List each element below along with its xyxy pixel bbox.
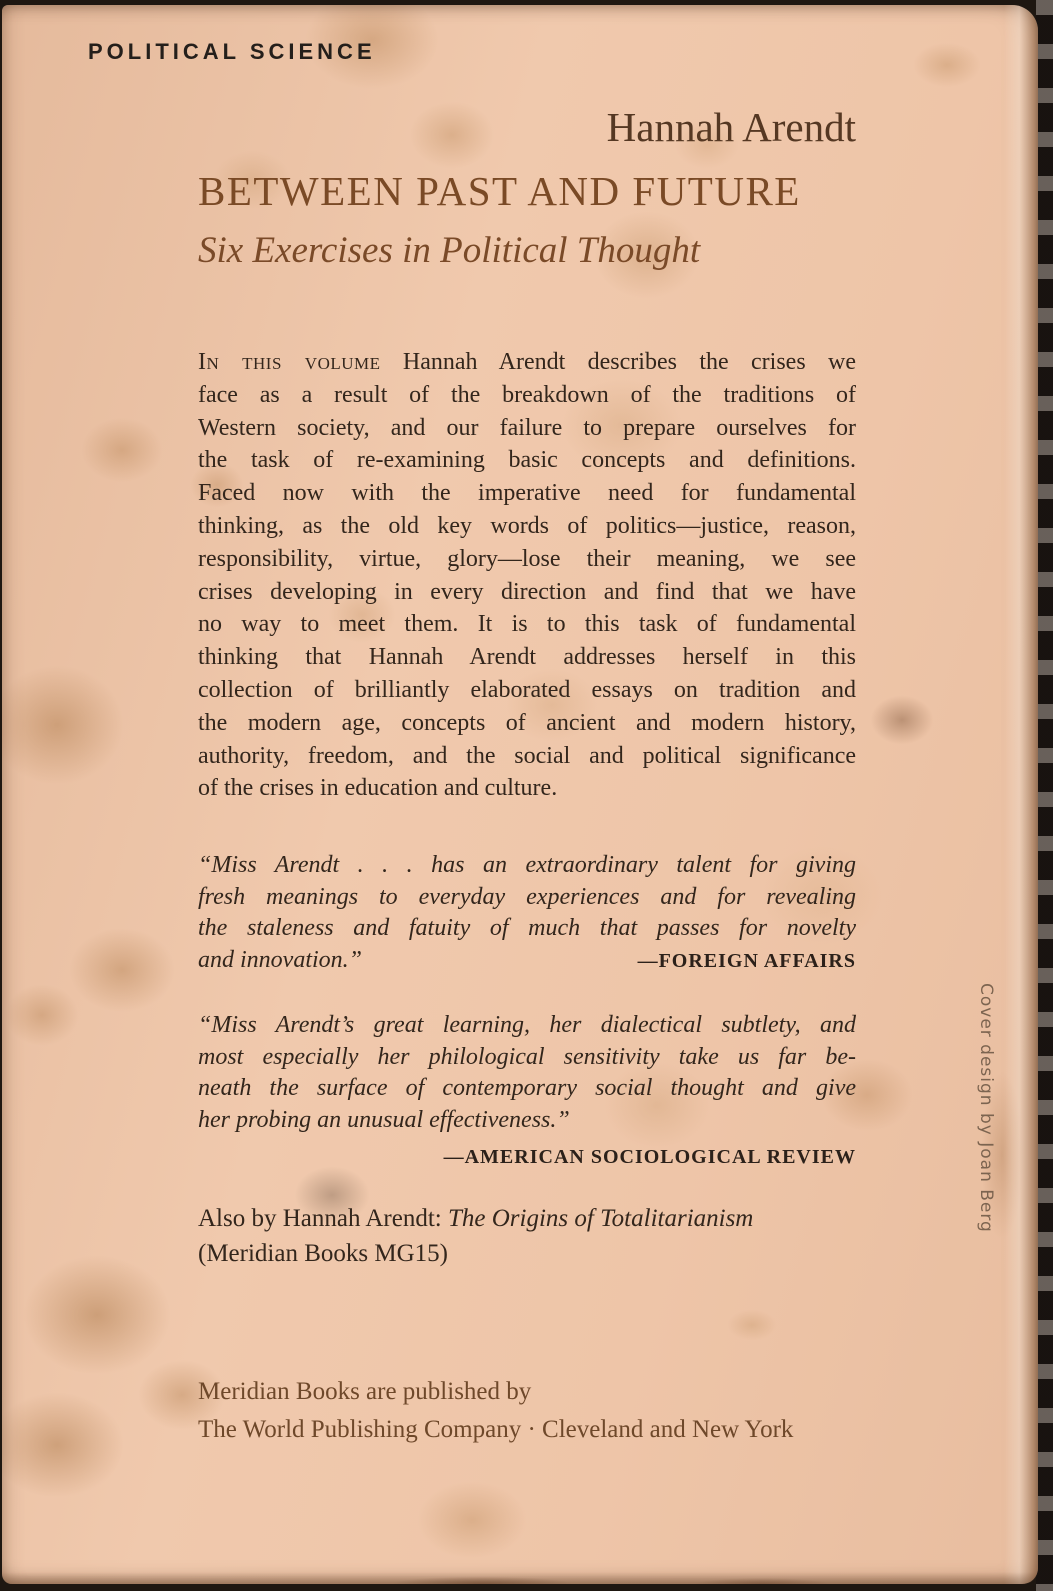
scan-edge-strip xyxy=(1036,0,1053,1591)
quote-line: her probing an unusual effectiveness.” xyxy=(198,1106,570,1133)
description-line: no way to meet them. It is to this task of fundamental xyxy=(198,611,856,638)
description-paragraph xyxy=(198,346,856,805)
description-line: responsibility, virtue, glory—lose their meaning, we see xyxy=(198,545,856,572)
review-quote-foreign-affairs xyxy=(198,850,856,977)
lead-in-small-caps: In this volume xyxy=(198,349,381,375)
quote-line-text: and innovation.” xyxy=(198,946,363,973)
quote-line: the staleness and fatuity of much that passes for novelty xyxy=(198,915,856,942)
also-by-prefix: Also by Hannah Arendt: xyxy=(198,1205,448,1232)
description-line: Faced now with the imperative need for fundamental xyxy=(198,480,856,507)
quote-line: neath the surface of contemporary social thought and give xyxy=(198,1075,856,1102)
other-book-title: The Origins of Totalitarianism xyxy=(447,1205,754,1232)
quote-line xyxy=(198,945,856,978)
paper-edge-sheen xyxy=(1004,5,1038,1584)
description-line: authority, freedom, and the social and political significance xyxy=(198,742,856,769)
description-line: crises developing in every direction and find that we have xyxy=(198,578,856,605)
description-line: Western society, and our failure to prepare ourselves for xyxy=(198,414,856,441)
description-line: of the crises in education and culture. xyxy=(198,775,558,802)
quote-line: most especially her philological sensitivity take us far be- xyxy=(198,1043,856,1070)
publisher-line: The World Publishing Company · Cleveland and New York xyxy=(198,1415,794,1443)
description-line: thinking, as the old key words of politics—justice, reason, xyxy=(198,512,856,539)
description-line: collection of brilliantly elaborated essays on tradition and xyxy=(198,676,856,703)
also-by-note xyxy=(198,1201,856,1271)
description-line-text: Hannah Arendt describes the crises we xyxy=(402,349,857,375)
author-name: Hannah Arendt xyxy=(606,104,856,150)
quote-line: “Miss Arendt’s great learning, her dialectical subtlety, and xyxy=(198,1012,856,1038)
description-line: the task of re-examining basic concepts and definitions. xyxy=(198,447,856,474)
book-subtitle: Six Exercises in Political Thought xyxy=(198,230,701,271)
quote-attribution: —AMERICAN SOCIOLOGICAL REVIEW xyxy=(443,1146,856,1169)
description-line xyxy=(198,346,856,379)
cover-design-credit: Cover design by Joan Berg xyxy=(976,983,996,1233)
description-line: face as a result of the breakdown of the traditions of xyxy=(198,381,856,408)
publisher-info xyxy=(198,1373,898,1448)
book-back-cover xyxy=(2,5,1038,1584)
also-by-edition: (Meridian Books MG15) xyxy=(198,1240,448,1267)
paper-bottom-wear xyxy=(2,1570,1038,1584)
quote-line: fresh meanings to everyday experiences and for revealing xyxy=(198,883,856,910)
quote-line: “Miss Arendt . . . has an extraordinary talent for giving xyxy=(198,852,856,878)
book-title: BETWEEN PAST AND FUTURE xyxy=(198,168,801,214)
description-line: thinking that Hannah Arendt addresses herself in this xyxy=(198,644,856,671)
description-line: the modern age, concepts of ancient and modern history, xyxy=(198,709,856,736)
category-label: POLITICAL SCIENCE xyxy=(88,39,376,64)
also-by-line xyxy=(198,1201,856,1236)
review-quote-sociological-review xyxy=(198,1010,856,1174)
publisher-line: Meridian Books are published by xyxy=(198,1378,532,1405)
quote-attribution: —FOREIGN AFFAIRS xyxy=(637,949,856,972)
